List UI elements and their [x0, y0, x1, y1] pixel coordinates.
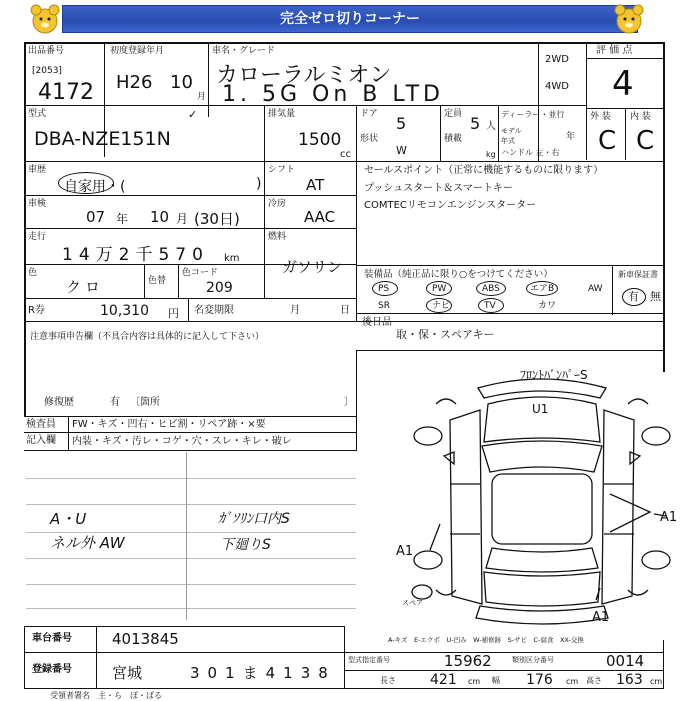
equip-leather: カワ	[538, 301, 557, 311]
equip-sr: SR	[378, 301, 390, 311]
dealer-label: ディーラー・並行	[501, 110, 565, 119]
handle-label: ハンドル 左・右	[501, 148, 560, 157]
recycle-unit: 円	[168, 307, 179, 320]
recycle-label: R券	[28, 305, 45, 316]
score-value: 4	[612, 64, 634, 104]
width-value: 176	[526, 672, 553, 688]
inspector-row2: 内装・キズ・汚レ・コゲ・穴・スレ・キレ・破レ	[72, 436, 292, 447]
model-year-label: モデル年式	[501, 127, 522, 145]
hand-note-left-2: ネル外 AW	[50, 534, 125, 552]
fuel-label: 燃料	[268, 232, 287, 242]
score-ext: C	[598, 126, 617, 156]
header-banner	[0, 0, 700, 40]
equip-airbag: エアB	[530, 284, 555, 294]
history-value: 自家用・(	[64, 179, 126, 195]
equip-tv-circle	[478, 298, 504, 313]
ref-number: 15962	[444, 652, 492, 670]
score-ext-label: 外 装	[590, 112, 611, 122]
registration-prefecture: 宮城	[112, 664, 143, 682]
doors-value: 5	[396, 114, 407, 133]
diagram-a1-left: A1	[396, 544, 414, 559]
hand-note-right-1: ｶﾞｿﾘﾝ口内S	[218, 511, 290, 527]
type-check: ✓	[188, 108, 198, 121]
chassis-number: 4013845	[112, 630, 179, 648]
diagram-spare-label: スペア	[402, 599, 423, 607]
doors-label: ドア	[360, 109, 378, 119]
score-int: C	[636, 126, 655, 156]
type-value: DBA-NZE151N	[34, 128, 171, 150]
shift-value: AT	[306, 176, 325, 194]
hand-note-right-2: 下廻りS	[220, 537, 271, 553]
car-model: カローラルミオン	[216, 63, 392, 88]
equip-aw: AW	[588, 284, 603, 294]
cooling-value: AAC	[304, 208, 336, 226]
equip-tv: TV	[484, 301, 496, 311]
height-label: 高さ	[586, 676, 602, 685]
warranty-circle	[622, 288, 646, 306]
inspector-row1: FW・キズ・凹右・ヒビ割・リペア跡・×要	[72, 419, 266, 430]
capacity-label: 定員	[444, 109, 463, 119]
capacity-unit: 人	[486, 121, 496, 132]
footer-signature: 受領者署名 主・ら ぼ・ばる	[50, 691, 162, 700]
inspection-year-unit: 年	[116, 212, 129, 226]
load-label: 積載	[444, 134, 463, 144]
diagram-front-bumper-note: ﾌﾛﾝﾄﾊﾞﾝﾊﾟｰS	[520, 368, 588, 382]
hand-note-left-1: A・U	[50, 510, 87, 528]
equip-navi: ナビ	[432, 301, 451, 311]
score-label: 評 価 点	[596, 45, 633, 56]
score-int-label: 内 装	[630, 112, 651, 122]
first-reg-month-unit: 月	[197, 92, 207, 102]
inspector-label: 検査員	[26, 419, 56, 430]
model-year-unit: 年	[566, 132, 576, 142]
bear-mascot-icon	[28, 2, 62, 36]
bear-mascot-icon	[612, 2, 646, 36]
equip-navi-circle	[426, 298, 452, 313]
displacement-value: 1500	[298, 130, 342, 150]
name-change-month: 月	[290, 305, 300, 316]
color-value: クロ	[66, 278, 105, 296]
registration-label: 登録番号	[32, 664, 72, 675]
width-label: 幅	[492, 676, 500, 685]
drive-2wd: 2WD	[545, 54, 569, 65]
sales-point-1: プッシュスタート＆スマートキー	[364, 183, 513, 194]
class-number: 0014	[606, 652, 645, 670]
history-circle	[58, 172, 114, 194]
drive-4wd: 4WD	[545, 81, 569, 92]
inspection-year: 07	[86, 208, 106, 226]
color-code: 209	[206, 280, 233, 296]
repair-value: 有	[110, 397, 120, 408]
recycle-value: 10,310	[100, 303, 149, 319]
equip-airbag-circle	[526, 281, 558, 296]
displacement-unit: cc	[340, 149, 351, 160]
inspector-label-2: 記入欄	[26, 435, 56, 446]
type-label: 型式	[28, 109, 47, 119]
listing-label: 出品番号	[28, 46, 65, 56]
warranty-have: 有	[628, 290, 639, 303]
cooling-label: 冷房	[268, 199, 287, 209]
mileage-label: 走行	[28, 232, 47, 242]
repair-place: 〔箇所	[130, 397, 160, 408]
mileage-value: 14万2千570	[62, 245, 209, 265]
post-items-label: 後日品	[362, 317, 392, 328]
first-reg-label: 初度登録年月	[110, 46, 165, 56]
diagram-legend: A-キズ E-エクボ U-凹み W-補修跡 S-サビ C-腐食 XX-交換	[388, 636, 584, 644]
history-label: 車歴	[28, 165, 47, 175]
shape-value: W	[396, 144, 407, 157]
history-close: )	[256, 176, 262, 192]
displacement-label: 排気量	[268, 109, 296, 119]
car-grade: 1. 5G On B LTD	[222, 82, 444, 107]
diagram-a1-bottom: A1	[592, 610, 610, 625]
height-unit: cm	[650, 677, 663, 686]
equip-ps: PS	[378, 284, 390, 294]
sales-points-label: セールスポイント（正常に機能するものに限ります）	[364, 165, 604, 176]
name-change-day: 日	[340, 305, 350, 316]
equipment-label: 装備品（純正品に限り○をつけてください）	[364, 269, 553, 280]
banner-title: 完全ゼロ切りコーナー	[280, 11, 420, 27]
chassis-label: 車台番号	[32, 633, 72, 644]
capacity-value: 5	[470, 114, 481, 133]
notes-label: 注意事項申告欄（不具合内容は具体的に記入して下さい）	[30, 332, 265, 342]
shape-label: 形状	[360, 134, 379, 144]
sales-point-2: COMTECリモコンエンジンスターター	[364, 200, 537, 211]
fuel-value: ガソリン	[282, 258, 343, 276]
warranty-none: 無	[650, 290, 661, 303]
name-label: 車名・グレード	[212, 46, 276, 56]
name-change-label: 名変期限	[194, 305, 234, 316]
warranty-label: 新車保証書	[618, 270, 658, 279]
color-label: 色	[28, 268, 38, 278]
post-items-value: 取・保・スペアキー	[396, 328, 495, 341]
diagram-u1-mark: U1	[532, 402, 549, 416]
repair-place-close: 〕	[344, 397, 354, 408]
equip-pw: PW	[432, 284, 447, 294]
inspection-month: 10	[150, 208, 170, 226]
listing-sub: [2053]	[32, 66, 62, 76]
diagram-a1-right: A1	[660, 510, 678, 525]
inspection-month-unit: 月	[176, 212, 189, 226]
class-number-label: 類別区分番号	[512, 656, 554, 664]
equip-pw-circle	[426, 281, 452, 296]
color-code-label: 色コード	[182, 268, 219, 278]
length-unit: cm	[468, 677, 481, 686]
equip-abs-circle	[476, 281, 506, 296]
inspection-day: (30日)	[194, 210, 240, 228]
first-reg-era: H26	[116, 72, 153, 93]
height-value: 163	[616, 672, 643, 688]
listing-number: 4172	[38, 80, 94, 105]
equip-abs: ABS	[482, 284, 500, 294]
repair-label: 修復歴	[44, 397, 74, 408]
length-value: 421	[430, 672, 457, 688]
equip-ps-circle	[372, 281, 398, 296]
ref-number-label: 型式指定番号	[348, 656, 390, 664]
length-label: 長さ	[380, 676, 396, 685]
load-unit: kg	[486, 150, 496, 159]
width-unit: cm	[566, 677, 579, 686]
shift-label: シフト	[268, 165, 296, 175]
registration-number: 301ま4138	[190, 664, 336, 682]
mileage-unit: km	[224, 253, 240, 264]
inspection-label: 車検	[28, 199, 47, 209]
first-reg-month: 10	[170, 72, 193, 93]
color-swap-label: 色替	[148, 276, 167, 286]
